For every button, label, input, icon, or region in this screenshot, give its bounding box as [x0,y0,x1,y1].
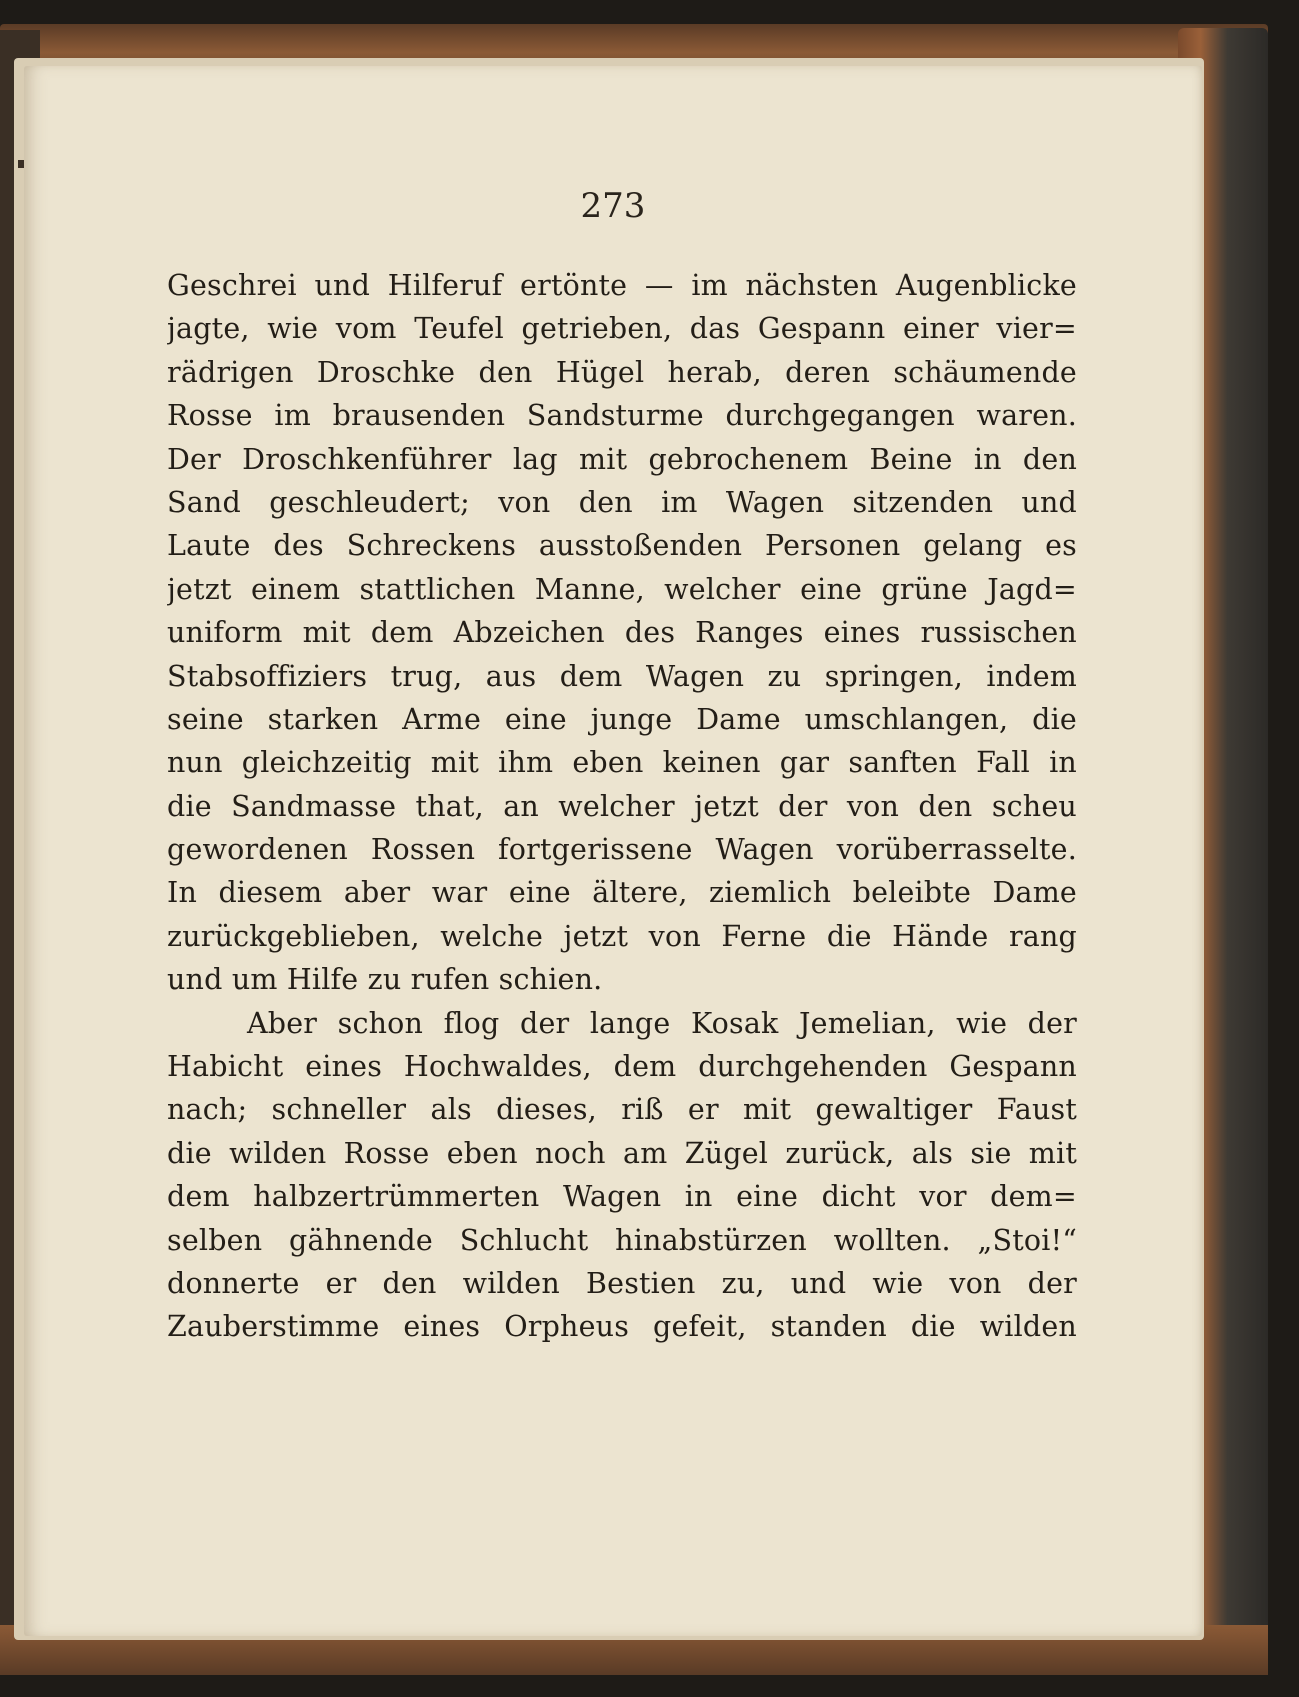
text-line: dem halbzertrümmerten Wagen in eine dicht vor dem= [167,1180,1077,1214]
text-line: Sand geschleudert; von den im Wagen sitzenden und [167,485,1077,519]
text-line: uniform mit dem Abzeichen des Ranges eines russischen [167,616,1077,650]
text-line: Rosse im brausenden Sandsturme durchgegangen waren. [167,399,1077,433]
book-page [24,66,1202,1636]
text-line: Stabsoffiziers trug, aus dem Wagen zu springen, indem [167,659,1077,693]
text-line: In diesem aber war eine ältere, ziemlich beleibte Dame [167,876,1077,910]
text-line: Geschrei und Hilferuf ertönte — im nächsten Augenblicke [167,269,1077,302]
text-line: jetzt einem stattlichen Manne, welcher eine grüne Jagd= [167,572,1077,606]
text-line: seine starken Arme eine junge Dame umschlangen, die [167,702,1077,736]
text-line: rädrigen Droschke den Hügel herab, deren schäumende [167,355,1077,389]
text-line: Zauberstimme eines Orpheus gefeit, standen die wilden [167,1310,1077,1344]
text-line: die Sandmasse that, an welcher jetzt der von den scheu [167,789,1077,823]
text-line: Der Droschkenführer lag mit gebrochenem Beine in den [167,442,1077,476]
text-line: gewordenen Rossen fortgerissene Wagen vorüberrasselte. [167,833,1077,867]
text-line: selben gähnende Schlucht hinabstürzen wollten. „Stoi!“ [167,1223,1077,1257]
body-text [167,264,1077,1349]
text-line: nach; schneller als dieses, riß er mit gewaltiger Faust [167,1093,1077,1127]
text-line: und um Hilfe zu rufen schien. [167,963,603,997]
text-line: jagte, wie vom Teufel getrieben, das Gespann einer vier= [167,312,1077,346]
text-line: zurückgeblieben, welche jetzt von Ferne die Hände rang [167,919,1077,953]
text-line: nun gleichzeitig mit ihm eben keinen gar sanften Fall in [167,746,1077,780]
text-line: Habicht eines Hochwaldes, dem durchgehenden Gespann [167,1050,1077,1084]
text-line: die wilden Rosse eben noch am Zügel zurück, als sie mit [167,1136,1077,1170]
text-line: Aber schon flog der lange Kosak Jemelian, wie der [247,1006,1077,1040]
page-number: 273 [580,186,646,226]
text-line: donnerte er den wilden Bestien zu, und wie von der [167,1266,1077,1300]
text-line: Laute des Schreckens ausstoßenden Personen gelang es [167,529,1077,563]
